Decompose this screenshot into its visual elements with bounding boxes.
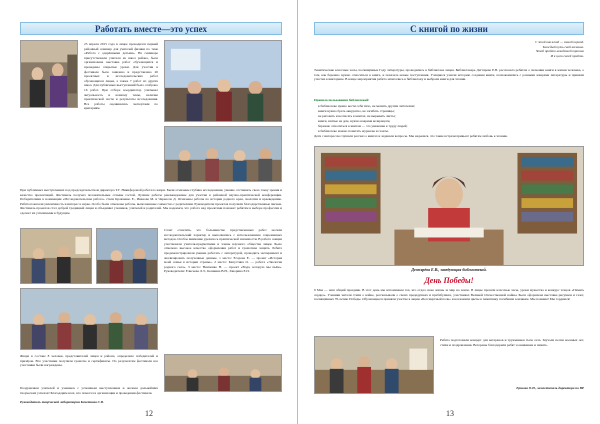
event-photo	[20, 40, 78, 108]
rule-item: в библиотеке нужно вести себя тихо, не мешать другим читателям;	[318, 104, 415, 108]
intro-text: 25 апреля 2015 года в лицее проводился первый районный семинар для учителей физики по теме «Работа с одарёнными детьми». На семинаре присутствовали учителя из школ района, была организована выставка работ обучающихся и проведены открытые уроки. Для участия в фестивале было заявлено и представлено 20 проектных и исследовательских работ обучающихся лицея, а также 7 работ из других школ. Для публичных выступлений было отобрано 16 работ. При отборе координатор учитывал актуальность и новизну темы, наличие практической части и результаты исследования. Все работы оценивались экспертами по критериям.	[84, 42, 158, 111]
main-article-text: При публичных выступлениях под председательством директора Т.Г. Никифоровой работало жюри. Были отмечены глубина исследования, умение отстаивать свою точку зрения и качество презентаций. Фестиваль получил положительные отзывы гостей. Лучшие работы рекомендованы для участия в районной научно-практической конференции. Победителями в номинации «Исследовательская работа» стали Кравченко Е., Иванова М. и Черкасов Д. Отмечены работы по истории родного края, экологии и краеведению. Ребята показали увлечённость и интерес к науке. Особо были отмечены работы, выполненные совместно с родителями. Руководители проектов получили благодарственные письма. Фестиваль проектов стал доброй традицией лицея и объединил учеников, учителей и родителей. Мы надеемся, что работа над проектами поможет ребятам в выборе профессии и сделает их успешными в будущем.	[20, 188, 282, 215]
bottom-text-right: Поздравляем учителей и учеников с успешным выступлением и желаем дальнейших творческих успехов! Благодарим всех, кто помогал в организации и проведении фестиваля.	[20, 386, 158, 395]
victory-article-text-right: Ребята подготовили концерт для ветеранов и тружеников тыла села. Звучали песни военных лет, стихи и поздравления. Ветераны благодарили ребят за внимание и память.	[440, 338, 584, 347]
event-photo	[20, 288, 158, 350]
event-photo	[164, 126, 282, 182]
victory-photo	[314, 336, 434, 394]
photo-caption: Дегтярёва Е.В., заведующая библиотекой.	[411, 267, 487, 272]
library-photo	[314, 146, 584, 266]
epigraph: С этой книжкой — самой первой. Каждый путь свой начинал. Чтоб пройти неведомой тропою И к цели своей прийти.	[535, 40, 584, 58]
event-photo	[20, 228, 92, 284]
rules-heading: Правила пользования библиотекой:	[314, 98, 370, 102]
page-left	[0, 0, 298, 424]
page-header: Работать вместе—это успех	[20, 22, 282, 35]
victory-title: День Победы!	[424, 276, 474, 285]
rule-item: книги, взятые на дом, нужно вовремя возвращать;	[318, 119, 391, 123]
rule-item: в библиотеке можно почитать журналы и газеты.	[318, 129, 389, 133]
event-photo	[164, 354, 282, 392]
victory-article-text: 9 Мая — наш общий праздник. В этот день мы вспоминаем тех, кто отдал свою жизнь за мир на земле. В лицее прошли классные часы, уроки мужества и конкурс чтецов «Память сердца». Ученики читали стихи о войне, рассказывали о своих прадедушках и прабабушках, участниках Великой Отечественной войны. Была оформлена выставка рисунков и газет, посвящённых 70-летию Победы. Обучающиеся приняли участие в акции «Бессмертный полк» и возложили цветы к памятнику погибшим землякам. Мы помним! Мы гордимся!	[314, 288, 584, 302]
event-photo	[96, 228, 158, 284]
library-article-closing: Дети с интересом слушали рассказ о книгах и задавали вопросы. Мы надеемся, что такие встречи привьют ребятам любовь к чтению.	[314, 134, 509, 138]
bottom-text-left: Жюри в составе 8 человек, представителей лицея и района, определило победителей и призёров. Все участники получили грамоты и сертификаты. По результатам фестиваля все участники были награждены.	[20, 354, 158, 368]
library-article-text: Тематические классные часы, посвящённые Году литературы, проводились в библиотеке лицея. Библиотекарь Дегтярева Е.В. рассказала ребятам о значении книги в жизни человека, о том, как бережно нужно относиться к книге, и показала новые поступления. Учащиеся узнали историю создания книги, познакомились с разными жанрами литературы и приняли участие в викторине. В конце мероприятия ребята записались в библиотеку и выбрали книги для чтения.	[314, 68, 584, 82]
page-right	[300, 0, 600, 424]
rule-item: бережно относиться к книгам — это уважение к труду людей;	[318, 124, 408, 128]
column-text: Стоит отметить, что большинство представленных работ носили исследовательский характер и выполнялись с использованием современных методов. Особое внимание уделялось практической значимости. В работе секции участвовали учителя-предметники и члены научного общества лицея. Было отмечено высокое качество оформления работ и грамотная защита. Ребята продемонстрировали умение работать с литературой, проводить эксперимент и анализировать полученные данные. 1 место: Егорова Е. — проект «История моей семьи в истории страны». 2 место: Капустина О. — работа «Экология родного села». 3 место: Немченко Н. — проект «Вода, которую мы пьём». Руководители: Елисеева Л.Т., Кошкина В.Н., Заворина Е.П.	[164, 228, 282, 274]
page-number: 13	[446, 409, 454, 418]
victory-signature: Ершова О.Н., заместитель директора по ВР	[516, 386, 584, 390]
page-number: 12	[145, 409, 153, 418]
page-header: С книгой по жизни	[314, 22, 584, 35]
event-photo	[164, 40, 282, 122]
rule-item: не рисовать и не писать в книгах, не вырывать листы;	[318, 114, 396, 118]
rule-item: книги нужно брать аккуратно, не загибать страницы;	[318, 109, 395, 113]
author-signature: Руководитель творческой лаборатории Кочеткова С.В.	[20, 400, 104, 404]
